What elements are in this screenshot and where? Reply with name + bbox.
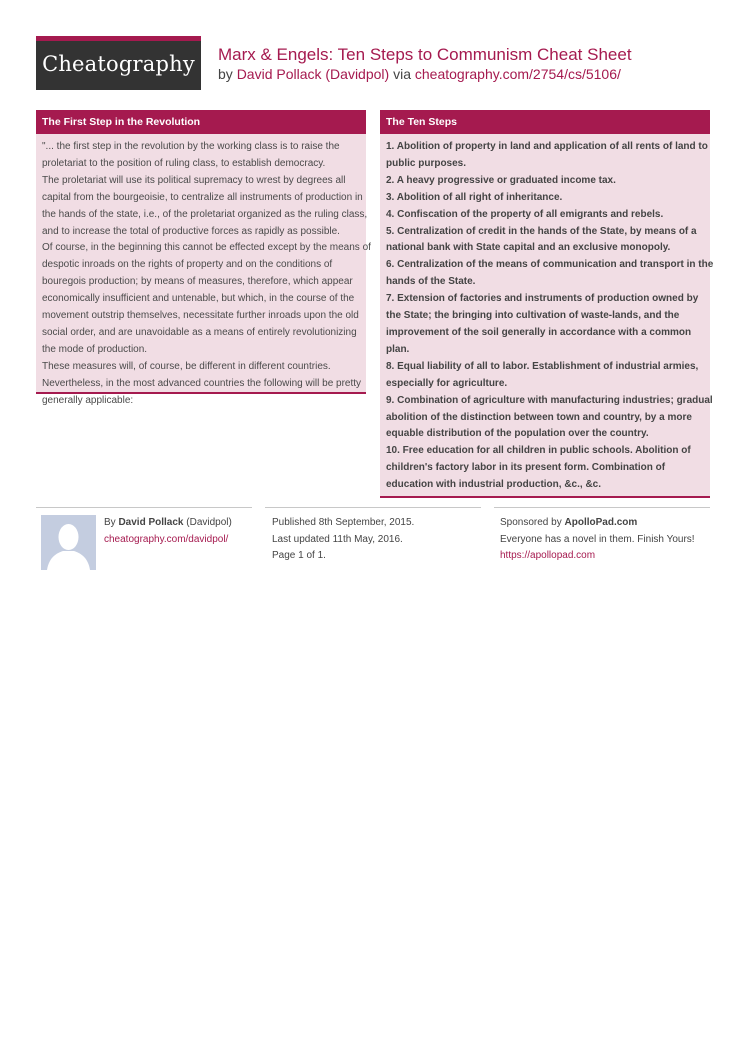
step-line: 1. Abolition of property in land and application of all rents of land to bbox=[386, 141, 708, 152]
step-line: 4. Confiscation of the property of all emigrants and rebels. bbox=[386, 208, 664, 220]
step-line: 7. Extension of factories and instruments of production owned by bbox=[386, 293, 699, 305]
footer-author bbox=[104, 515, 232, 548]
cheatography-logo[interactable] bbox=[36, 36, 201, 90]
ten-steps-heading: The Ten Steps bbox=[380, 110, 710, 134]
text-line: proletariat to the position of ruling class, to establish democracy. bbox=[42, 157, 326, 169]
step-line: abolition of the distinction between town and country, by a more bbox=[386, 411, 692, 423]
text-line: bouregois production; by means of measures, therefore, which appear bbox=[42, 276, 353, 288]
footer-author-link[interactable]: cheatography.com/davidpol/ bbox=[104, 533, 229, 545]
sponsor-tagline: Everyone has a novel in them. Finish Yours! bbox=[500, 533, 695, 545]
footer-author-by: By bbox=[104, 517, 116, 528]
step-line: the State; the bringing into cultivation of waste-lands, and the bbox=[386, 310, 680, 322]
sheet-url-link[interactable]: cheatography.com/2754/cs/5106/ bbox=[414, 66, 621, 82]
text-line: despotic inroads on the rights of property and on the conditions of bbox=[42, 259, 333, 271]
step-line: 9. Combination of agriculture with manufacturing industries; gradual bbox=[386, 394, 713, 406]
step-line: children's factory labor in its present form. Combination of bbox=[386, 462, 666, 474]
updated-date: Last updated 11th May, 2016. bbox=[272, 533, 403, 545]
byline bbox=[218, 66, 621, 82]
sponsor-label: Sponsored by bbox=[500, 517, 562, 528]
step-line: equable distribution of the population over the country. bbox=[386, 428, 649, 440]
first-step-heading: The First Step in the Revolution bbox=[36, 110, 366, 134]
first-step-body bbox=[36, 134, 371, 410]
step-line: plan. bbox=[386, 343, 410, 355]
sponsor-line bbox=[500, 515, 695, 532]
text-line: movement outstrip themselves, necessitate further inroads upon the old bbox=[42, 310, 359, 322]
page-count: Page 1 of 1. bbox=[272, 550, 326, 561]
published-date: Published 8th September, 2015. bbox=[272, 517, 415, 528]
footer-divider bbox=[265, 507, 481, 508]
sponsor-name: ApolloPad.com bbox=[564, 517, 638, 528]
text-line: The proletariat will use its political supremacy to wrest by degrees all bbox=[42, 174, 346, 186]
text-line: generally applicable: bbox=[42, 394, 134, 406]
step-line: 6. Centralization of the means of communication and transport in the bbox=[386, 259, 714, 271]
avatar-silhouette-icon bbox=[41, 515, 96, 570]
logo-text: Cheatography bbox=[42, 52, 195, 76]
step-line: improvement of the soil generally in accordance with a common bbox=[386, 326, 692, 338]
byline-via: via bbox=[393, 66, 411, 82]
step-line: national bank with State capital and an exclusive monopoly. bbox=[386, 242, 671, 254]
text-line: economically insufficient and untenable, but which, in the course of the bbox=[42, 293, 355, 305]
footer-author-name: David Pollack bbox=[118, 517, 184, 528]
byline-by: by bbox=[218, 66, 233, 82]
step-line: 10. Free education for all children in public schools. Abolition of bbox=[386, 445, 691, 457]
step-line: 5. Centralization of credit in the hands of the State, by means of a bbox=[386, 225, 697, 237]
step-line: hands of the State. bbox=[386, 276, 476, 288]
text-line: "... the first step in the revolution by the working class is to raise the bbox=[42, 141, 340, 152]
author-avatar[interactable] bbox=[41, 515, 96, 570]
sponsor-link[interactable]: https://apollopad.com bbox=[500, 550, 596, 561]
step-line: 8. Equal liability of all to labor. Establishment of industrial armies, bbox=[386, 360, 699, 372]
page-title: Marx & Engels: Ten Steps to Communism Cheat Sheet bbox=[218, 45, 632, 64]
footer-divider bbox=[36, 507, 252, 508]
text-line: These measures will, of course, be different in different countries. bbox=[42, 360, 331, 372]
footer-author-handle: (Davidpol) bbox=[186, 517, 232, 528]
step-line: 2. A heavy progressive or graduated income tax. bbox=[386, 174, 616, 186]
step-line: 3. Abolition of all right of inheritance. bbox=[386, 191, 563, 203]
text-line: Nevertheless, in the most advanced countries the following will be pretty bbox=[42, 377, 362, 389]
step-line: public purposes. bbox=[386, 157, 467, 169]
first-step-panel bbox=[36, 110, 371, 406]
ten-steps-panel bbox=[380, 110, 714, 498]
footer-author-line bbox=[104, 515, 232, 532]
text-line: social order, and are unavoidable as a means of entirely revolutionizing bbox=[42, 326, 357, 338]
text-line: capital from the bourgeoisie, to centralize all instruments of production in bbox=[42, 191, 363, 203]
footer-divider bbox=[494, 507, 710, 508]
text-line: and to increase the total of productive forces as rapidly as possible. bbox=[42, 225, 340, 237]
footer-sponsor bbox=[500, 515, 695, 565]
author-link[interactable]: David Pollack (Davidpol) bbox=[236, 66, 390, 82]
step-line: especially for agriculture. bbox=[386, 377, 508, 389]
footer-meta bbox=[272, 515, 414, 565]
text-line: the mode of production. bbox=[42, 343, 148, 355]
text-line: the hands of the state, i.e., of the proletariat organized as the ruling class, bbox=[42, 208, 368, 220]
text-line: Of course, in the beginning this cannot be effected except by the means of bbox=[42, 242, 371, 254]
ten-steps-body bbox=[380, 134, 714, 494]
step-line: education with industrial production, &c., &c. bbox=[386, 479, 602, 491]
